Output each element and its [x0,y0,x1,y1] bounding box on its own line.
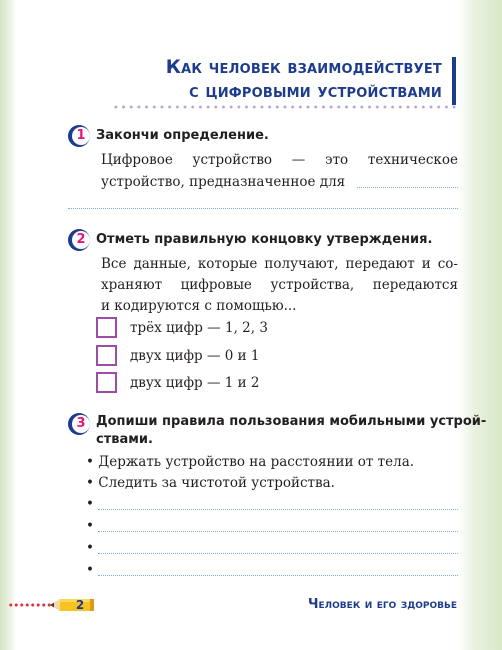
task-2-option-1-label: трёх цифр — 1, 2, 3 [130,320,268,336]
title-accent-bar [452,57,456,105]
page-title-line-1: Как человек взаимодействует [165,57,442,78]
footer-section-title: Человек и его здоровье [308,597,457,612]
task-3-empty-bullet-4: • [86,562,94,578]
title-dotted-divider [112,105,456,109]
task-3-empty-bullet-3: • [86,540,94,556]
pencil-trail-dots [8,603,52,607]
task-2-option-2-checkbox[interactable] [96,345,117,366]
task-2-option-3-label: двух цифр — 1 и 2 [130,375,260,391]
rule-2-text: Следить за чистотой устройства. [98,475,335,491]
task-3-answer-line-1[interactable] [98,509,458,510]
task-2-option-3-checkbox[interactable] [96,372,117,393]
task-2-option-1-checkbox[interactable] [96,317,117,338]
task-1-text-line-2: устройство, предназначенное для [101,174,346,190]
task-2-option-2-label: двух цифр — 0 и 1 [130,348,260,364]
task-3-rule-1 [86,452,414,472]
task-3-rule-2 [86,473,335,493]
task-2-number: 2 [72,231,90,249]
task-2-title: Отметь правильную концовку утверждения. [96,232,433,247]
task-3-empty-bullet-2: • [86,518,94,534]
task-2-number-badge [68,229,90,251]
task-1-number: 1 [72,127,90,145]
task-3-title-line-1: Допиши правила пользования мобильными устрой- [96,414,487,429]
task-3-empty-bullet-1: • [86,496,94,512]
task-3-answer-line-2[interactable] [98,531,458,532]
task-3-number-badge [68,413,90,435]
rule-1-bullet: • [86,454,94,470]
rule-1-text: Держать устройство на расстоянии от тела. [98,454,415,470]
task-3-number: 3 [72,415,90,433]
task-1-number-badge [68,125,90,147]
task-1-text-line-1: Цифровое устройство — это техническое [101,152,458,168]
right-page-edge [458,0,502,650]
page-title [166,56,442,104]
task-3-answer-line-4[interactable] [98,575,458,576]
task-1-answer-line-2[interactable] [68,208,458,209]
task-1-title: Закончи определение. [96,128,269,143]
task-2-text-line-2: храняют цифровые устройства, передаются [101,277,458,293]
task-2-text-line-1: Все данные, которые получают, передают и со- [101,256,458,272]
task-2-text-line-3: и кодируются с помощью... [101,298,297,314]
rule-2-bullet: • [86,475,94,491]
task-3-title-line-2: ствами. [96,432,153,447]
task-1-answer-line-1[interactable] [357,187,458,188]
page-number: 2 [75,598,85,612]
page-title-line-2: с цифровыми устройствами [189,81,442,102]
task-3-answer-line-3[interactable] [98,553,458,554]
left-page-edge [0,0,16,650]
